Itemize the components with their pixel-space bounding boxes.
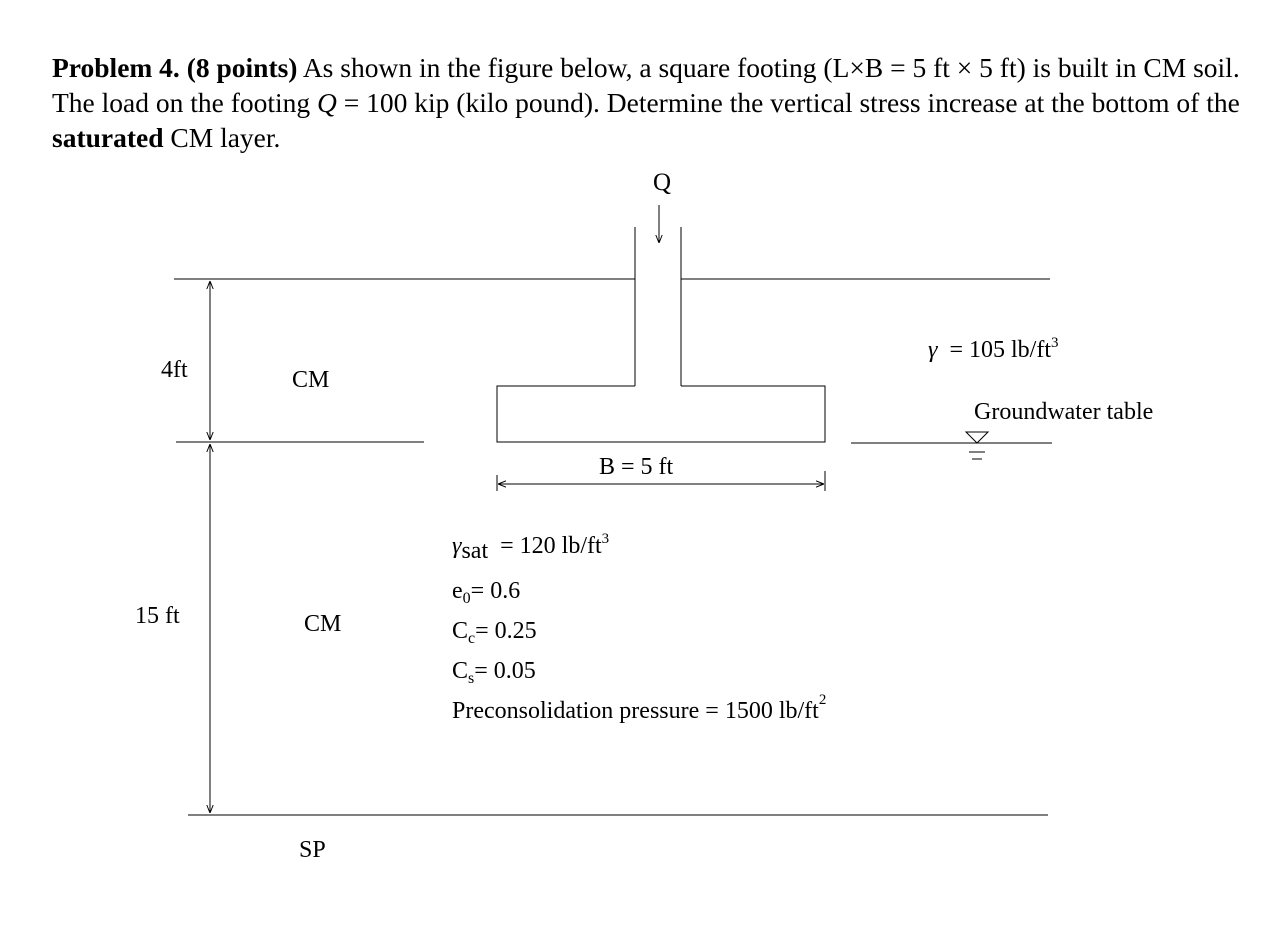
depth-label-top: 4ft [161,357,188,383]
saturated-emphasis: saturated [52,122,164,153]
problem-text-1: As shown in the figure below, a square footing (L×B = 5 ft × 5 ft) is built in CM soil. The load on the footing [52,52,1240,118]
compression-index-label: $C_c= 0.25$ [452,618,537,647]
problem-text-3: CM layer. [163,122,281,153]
unit-weight-label: γ = 105 $lb/ft^3$ [928,335,1059,363]
load-label: Q [652,169,672,196]
gamma-symbol: γ [928,337,938,363]
soil-label-top: CM [292,367,330,393]
footing-outline [497,386,825,442]
groundwater-symbol [966,432,988,459]
load-variable: Q [317,87,337,118]
width-label: B = 5 ft [599,454,674,480]
soil-label-bottom: SP [299,837,326,863]
groundwater-label: Groundwater table [974,399,1154,425]
soil-label-middle: CM [304,611,342,637]
problem-points: (8 points) [186,52,298,83]
problem-text-2: = 100 kip (kilo pound). Determine the vertical stress increase at the bottom of the [336,87,1240,118]
sat-unit-weight-label: γsat = 120 $lb/ft^3$ [452,531,610,564]
swell-index-label: $C_s= 0.05$ [452,658,536,687]
problem-label: Problem 4. [52,52,180,83]
depth-label-bottom: 15 ft [135,603,180,629]
preconsolidation-label: Preconsolidation pressure = 1500 $lb/ft^2$ [452,692,827,724]
void-ratio-label: $e_0= 0.6$ [452,578,521,607]
